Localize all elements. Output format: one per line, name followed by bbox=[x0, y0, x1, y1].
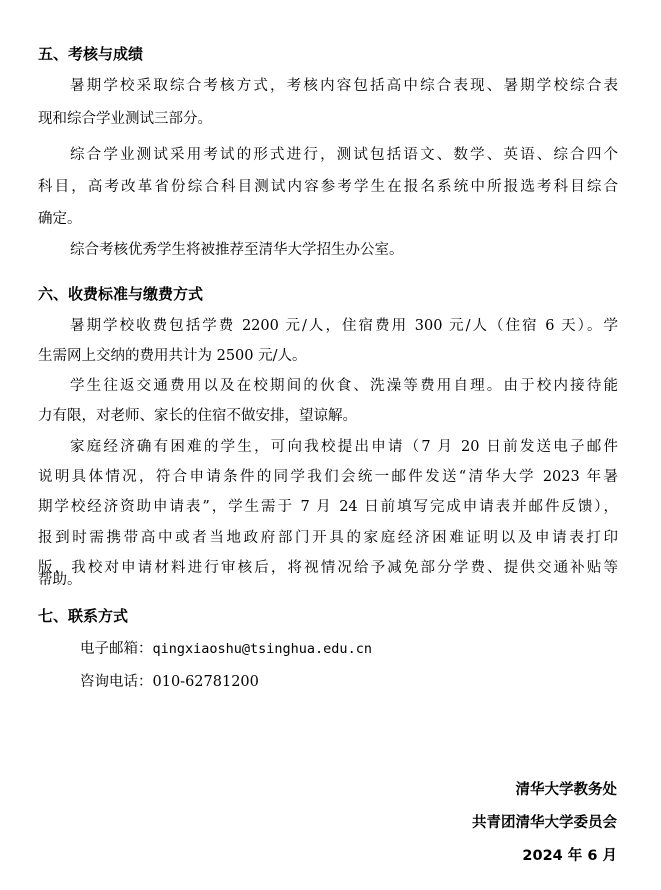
paragraph-line: 说明具体情况，符合申请条件的同学我们会统一邮件发送“清华大学 2023 年暑 bbox=[38, 469, 618, 485]
signature-org-youth-league: 共青团清华大学委员会 bbox=[472, 815, 617, 831]
section-heading-fees: 六、收费标准与缴费方式 bbox=[38, 285, 204, 303]
phone-number: 010-62781200 bbox=[152, 674, 259, 690]
paragraph-line: 力有限，对老师、家长的住宿不做安排，望谅解。 bbox=[38, 408, 357, 424]
email-label: 电子邮箱： bbox=[80, 641, 153, 657]
paragraph-line: 综合考核优秀学生将被推荐至清华大学招生办公室。 bbox=[70, 242, 404, 258]
paragraph-line: 暑期学校采取综合考核方式，考核内容包括高中综合表现、暑期学校综合表 bbox=[70, 78, 618, 94]
paragraph-line: 综合学业测试采用考试的形式进行，测试包括语文、数学、英语、综合四个 bbox=[70, 147, 618, 163]
paragraph-line: 生需网上交纳的费用共计为 2500 元/人。 bbox=[38, 348, 307, 364]
section-heading-contact bbox=[38, 606, 128, 626]
paragraph-line: 期学校经济资助申请表”，学生需于 7 月 24 日前填写完成申请表并邮件反馈）， bbox=[38, 499, 618, 515]
contact-heading-text: 七、联系方式 bbox=[38, 607, 129, 625]
signature-date: 2024 年 6 月 bbox=[522, 848, 617, 864]
paragraph-line: 版，我校对申请材料进行审核后，将视情况给予减免部分学费、提供交通补贴等 bbox=[38, 560, 618, 576]
signature-org-academic-affairs: 清华大学教务处 bbox=[515, 782, 617, 798]
email-link[interactable]: qingxiaoshu@tsinghua.edu.cn bbox=[152, 641, 372, 657]
phone-row bbox=[80, 672, 259, 692]
phone-label: 咨询电话： bbox=[80, 674, 153, 690]
paragraph-line: 确定。 bbox=[38, 211, 82, 227]
paragraph-line: 现和综合学业测试三部分。 bbox=[38, 111, 212, 127]
paragraph-line: 暑期学校收费包括学费 2200 元/人，住宿费用 300 元/人（住宿 6 天）。学 bbox=[70, 318, 618, 334]
paragraph-line: 帮助。 bbox=[38, 572, 82, 588]
paragraph-line: 家庭经济确有困难的学生，可向我校提出申请（7 月 20 日前发送电子邮件 bbox=[70, 439, 618, 455]
paragraph-line: 学生往返交通费用以及在校期间的伙食、洗澡等费用自理。由于校内接待能 bbox=[70, 378, 618, 394]
paragraph-line: 报到时需携带高中或者当地政府部门开具的家庭经济困难证明以及申请表打印 bbox=[38, 530, 618, 546]
section-heading-assessment: 五、考核与成绩 bbox=[38, 45, 144, 63]
email-row bbox=[80, 639, 372, 659]
paragraph-line: 科目，高考改革省份综合科目测试内容参考学生在报名系统中所报选考科目综合 bbox=[38, 179, 618, 195]
